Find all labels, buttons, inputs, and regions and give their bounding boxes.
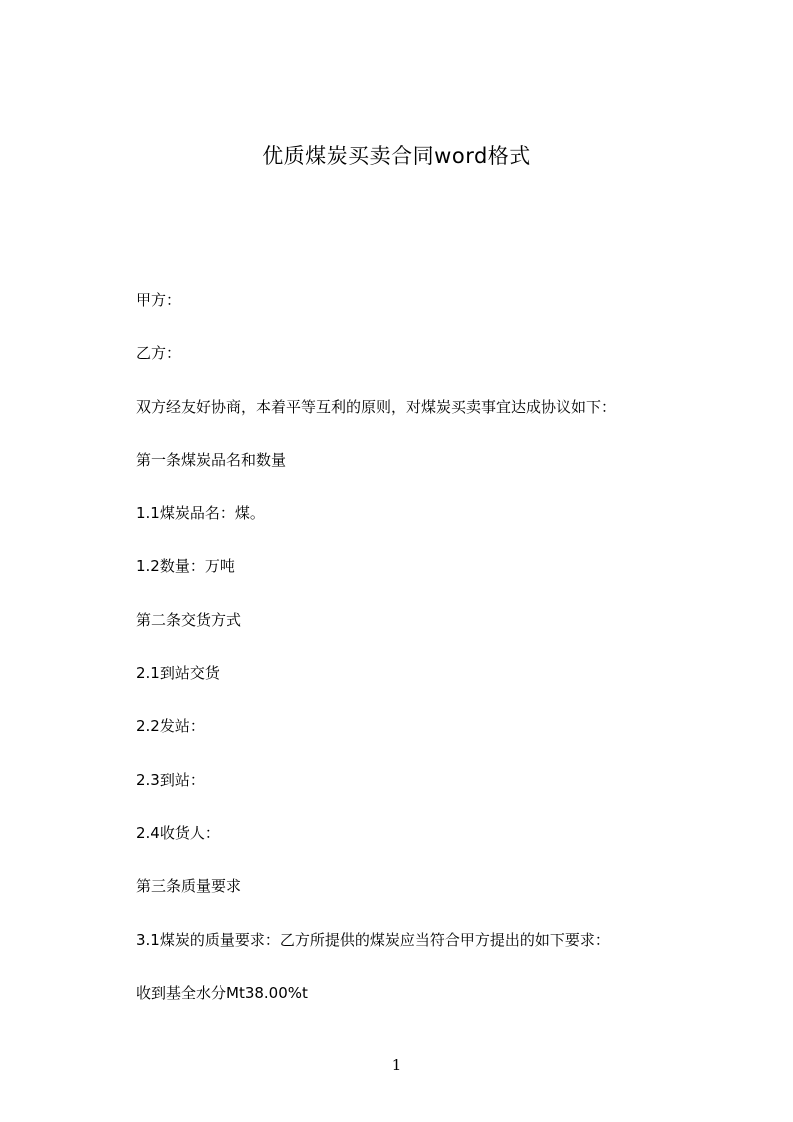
clause-2-1: 2.1到站交货	[136, 664, 220, 683]
party-a-line: 甲方：	[136, 291, 182, 309]
clause-3-1: 3.1煤炭的质量要求：乙方所提供的煤炭应当符合甲方提出的如下要求：	[136, 930, 610, 949]
preamble-line: 双方经友好协商，本着平等互利的原则，对煤炭买卖事宜达成协议如下：	[136, 397, 617, 416]
moisture-spec-line: 收到基全水分Mt38.00%t	[136, 983, 308, 1002]
clause-2-2: 2.2发站：	[136, 717, 205, 736]
document-body	[136, 288, 696, 1034]
article-2-heading: 第二条交货方式	[136, 610, 242, 629]
article-3-heading: 第三条质量要求	[136, 877, 242, 896]
clause-1-2: 1.2数量：万吨	[136, 557, 235, 576]
document-title: 优质煤炭买卖合同word格式	[262, 144, 531, 168]
page-number: 1	[391, 1056, 402, 1074]
party-b-line: 乙方：	[136, 344, 182, 363]
clause-2-3: 2.3到站：	[136, 770, 205, 789]
clause-2-4: 2.4收货人：	[136, 823, 220, 842]
article-1-heading: 第一条煤炭品名和数量	[136, 450, 287, 469]
clause-1-1: 1.1煤炭品名：煤。	[136, 504, 265, 523]
